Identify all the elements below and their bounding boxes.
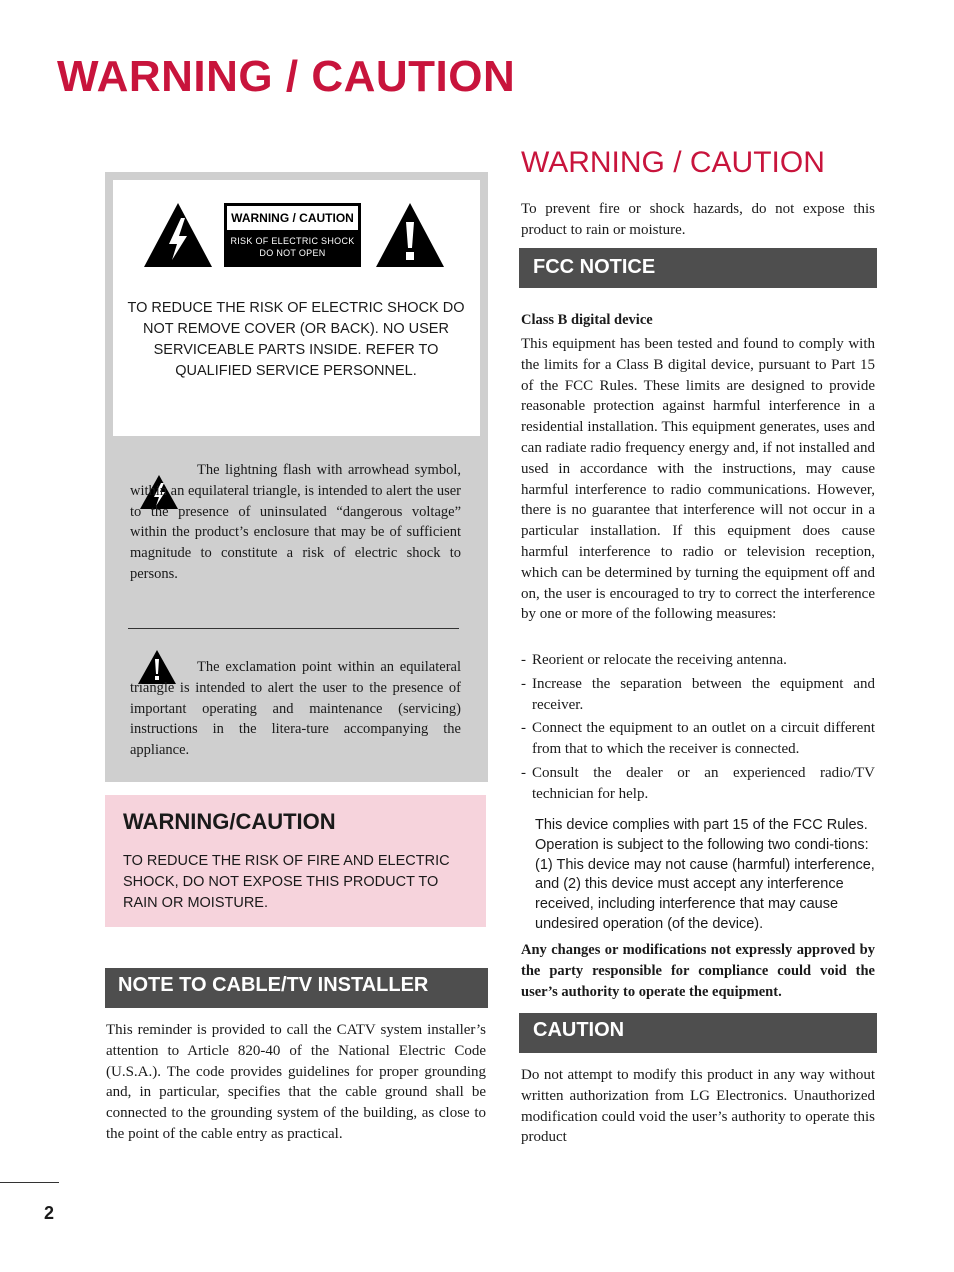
modification-warning-text: Any changes or modifications not expressly approved by the party responsible for compliance could void the user’s authority to operate the equipment. [521,942,875,1000]
warning-label-subline-2: DO NOT OPEN [259,248,326,258]
page-title: WARNING / CAUTION [57,52,516,101]
cable-installer-text: This reminder is provided to call the CATV system installer’s attention to Article 820-40 of the National Electric Code (U.S.A.). The code provides guidelines for proper grounding and, in particular, specifies that the cable ground shall be connected to the grounding system of the building, as close to the point of the cable entry as practical. [106,1022,486,1142]
warning-caution-heading: WARNING/CAUTION [123,809,336,834]
list-item: - Connect the equipment to an outlet on a circuit different from that to which the receiver is connected. [521,718,875,760]
intro-text: To prevent fire or shock hazards, do not expose this product to rain or moisture. [521,201,875,238]
fcc-compliance-text: This device complies with part 15 of the FCC Rules. Operation is subject to the following two condi-tions: (1) This device may not cause (harmful) interference, and (2) this device must accept any interference received, including interference that may cause undesired operation (of the device). [535,817,875,932]
right-section-title: WARNING / CAUTION [521,146,825,179]
fcc-notice-text: This equipment has been tested and found to comply with the limits for a Class B digital device, pursuant to Part 15 of the FCC Rules. These limits are designed to provide reasonable protection against harmful interference in a residential installation. This equipment generates, uses and can radiate radio frequency energy and, if not installed and used in accordance with the instructions, may cause harmful interference to radio communications. However, there is no guarantee that interference will not occur in a particular installation. If this equipment does cause harmful interference to radio or television reception, which can be determined by turning the equipment off and on, the user is encouraged to try to correct the interference by one or more of the following measures: [521,336,875,623]
list-item: - Consult the dealer or an experienced radio/TV technician for help. [521,763,875,805]
caution-text: Do not attempt to modify this product in any way without written authorization from LG Electronics. Unauthorized modification could void the user’s authority to operate this product [521,1067,875,1146]
fcc-subheading: Class B digital device [521,312,653,328]
list-item: - Increase the separation between the equipment and receiver. [521,674,875,716]
cable-installer-heading: NOTE TO CABLE/TV INSTALLER [105,968,488,1008]
caution-heading: CAUTION [519,1013,877,1053]
shock-warning-text: TO REDUCE THE RISK OF ELECTRIC SHOCK DO NOT REMOVE COVER (OR BACK). NO USER SERVICEABLE PARTS INSIDE. REFER TO QUALIFIED SERVICE PERSONNEL. [127,300,465,379]
warning-caution-label [224,203,361,267]
exclamation-triangle-icon [375,202,445,268]
section-divider [128,628,459,629]
footer-rule [0,1182,59,1183]
warning-icon-row [143,202,445,268]
page-number: 2 [44,1203,55,1223]
warning-label-heading: WARNING / CAUTION [227,206,358,230]
warning-caution-text: TO REDUCE THE RISK OF FIRE AND ELECTRIC SHOCK, DO NOT EXPOSE THIS PRODUCT TO RAIN OR MOISTURE. [123,853,450,911]
lightning-triangle-icon [143,202,213,268]
exclamation-symbol-explanation: The exclamation point within an equilateral triangle is intended to alert the user to the presence of important operating and maintenance (servicing) instructions in the litera-ture accompanying the appliance. [130,659,461,759]
lightning-symbol-explanation: The lightning flash with arrowhead symbol, within an equilateral triangle, is intended to alert the user to the presence of uninsulated “dangerous voltage” within the product’s enclosure that may be of sufficient magnitude to constitute a risk of electric shock to persons. [130,462,461,582]
warning-label-subline-1: RISK OF ELECTRIC SHOCK [230,236,355,246]
fcc-notice-heading: FCC NOTICE [519,248,877,288]
interference-measures-list [521,650,875,808]
list-item: - Reorient or relocate the receiving antenna. [521,650,875,671]
